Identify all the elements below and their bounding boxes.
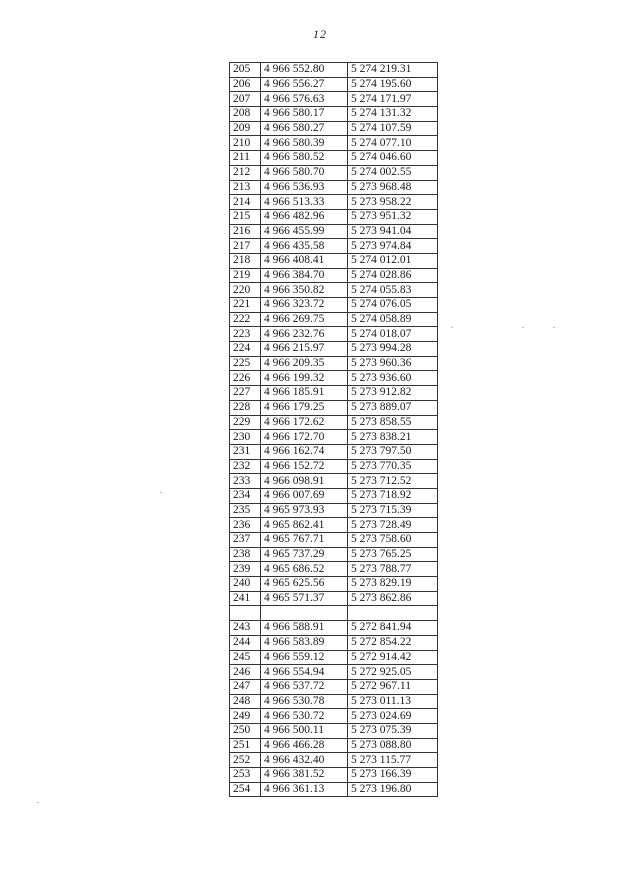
y-coordinate: 5 273 958.22 (348, 195, 438, 210)
table-row (230, 312, 438, 327)
row-number: 208 (230, 107, 261, 122)
x-coordinate: 4 966 323.72 (261, 298, 348, 313)
table-row (230, 180, 438, 195)
y-coordinate: 5 273 765.25 (348, 547, 438, 562)
x-coordinate: 4 966 350.82 (261, 283, 348, 298)
row-number: 215 (230, 209, 261, 224)
x-coordinate: 4 966 580.39 (261, 136, 348, 151)
row-number: 235 (230, 503, 261, 518)
x-coordinate: 4 965 862.41 (261, 518, 348, 533)
x-coordinate: 4 966 552.80 (261, 63, 348, 78)
y-coordinate: 5 273 166.39 (348, 768, 438, 783)
table-row (230, 503, 438, 518)
x-coordinate: 4 966 482.96 (261, 209, 348, 224)
scan-speck (553, 327, 555, 328)
x-coordinate: 4 966 269.75 (261, 312, 348, 327)
row-number: 253 (230, 768, 261, 783)
row-number: 246 (230, 665, 261, 680)
x-coordinate: 4 966 580.52 (261, 151, 348, 166)
table-row (230, 753, 438, 768)
x-coordinate: 4 966 536.93 (261, 180, 348, 195)
x-coordinate: 4 966 559.12 (261, 650, 348, 665)
x-coordinate: 4 966 384.70 (261, 268, 348, 283)
y-coordinate: 5 273 075.39 (348, 723, 438, 738)
y-coordinate: 5 274 028.86 (348, 268, 438, 283)
y-coordinate: 5 273 994.28 (348, 342, 438, 357)
table-row (230, 474, 438, 489)
table-row (230, 400, 438, 415)
y-coordinate: 5 273 951.32 (348, 209, 438, 224)
table-row (230, 121, 438, 136)
scan-speck (160, 492, 162, 493)
row-number: 212 (230, 165, 261, 180)
scan-speck (37, 802, 39, 803)
y-coordinate: 5 273 715.39 (348, 503, 438, 518)
x-coordinate: 4 965 737.29 (261, 547, 348, 562)
table-row (230, 136, 438, 151)
y-coordinate: 5 272 854.22 (348, 635, 438, 650)
x-coordinate: 4 966 408.41 (261, 253, 348, 268)
row-number: 225 (230, 356, 261, 371)
x-coordinate: 4 966 580.27 (261, 121, 348, 136)
table-row (230, 283, 438, 298)
y-coordinate: 5 273 858.55 (348, 415, 438, 430)
y-coordinate: 5 273 728.49 (348, 518, 438, 533)
x-coordinate: 4 966 556.27 (261, 77, 348, 92)
x-coordinate: 4 966 455.99 (261, 224, 348, 239)
y-coordinate: 5 272 914.42 (348, 650, 438, 665)
table-row (230, 562, 438, 577)
y-coordinate: 5 272 841.94 (348, 621, 438, 636)
y-coordinate: 5 273 088.80 (348, 738, 438, 753)
table-row (230, 209, 438, 224)
x-coordinate: 4 966 583.89 (261, 635, 348, 650)
x-coordinate: 4 966 588.91 (261, 621, 348, 636)
row-number: 230 (230, 430, 261, 445)
table-row (230, 415, 438, 430)
x-coordinate: 4 966 162.74 (261, 444, 348, 459)
table-row (230, 195, 438, 210)
row-number: 223 (230, 327, 261, 342)
row-number: 222 (230, 312, 261, 327)
row-number: 228 (230, 400, 261, 415)
table-row (230, 298, 438, 313)
x-coordinate: 4 966 580.17 (261, 107, 348, 122)
x-coordinate: 4 966 537.72 (261, 679, 348, 694)
y-coordinate: 5 272 925.05 (348, 665, 438, 680)
y-coordinate: 5 274 012.01 (348, 253, 438, 268)
table-row (230, 444, 438, 459)
row-number: 229 (230, 415, 261, 430)
x-coordinate: 4 966 530.72 (261, 709, 348, 724)
scan-speck (522, 327, 524, 328)
x-coordinate: 4 966 209.35 (261, 356, 348, 371)
y-coordinate: 5 273 196.80 (348, 782, 438, 797)
table-row (230, 738, 438, 753)
y-coordinate: 5 273 115.77 (348, 753, 438, 768)
table-row (230, 151, 438, 166)
table-row (230, 694, 438, 709)
y-coordinate: 5 273 941.04 (348, 224, 438, 239)
row-number: 247 (230, 679, 261, 694)
row-number: 232 (230, 459, 261, 474)
row-number: 220 (230, 283, 261, 298)
y-coordinate: 5 273 838.21 (348, 430, 438, 445)
row-number: 249 (230, 709, 261, 724)
table-row (230, 577, 438, 592)
x-coordinate: 4 966 466.28 (261, 738, 348, 753)
x-coordinate: 4 966 172.70 (261, 430, 348, 445)
row-number: 234 (230, 488, 261, 503)
row-number: 239 (230, 562, 261, 577)
table-row (230, 650, 438, 665)
x-coordinate: 4 965 973.93 (261, 503, 348, 518)
x-coordinate: 4 966 576.63 (261, 92, 348, 107)
row-number (230, 606, 261, 621)
y-coordinate: 5 273 889.07 (348, 400, 438, 415)
row-number: 213 (230, 180, 261, 195)
x-coordinate: 4 966 435.58 (261, 239, 348, 254)
y-coordinate: 5 273 024.69 (348, 709, 438, 724)
table-row (230, 77, 438, 92)
y-coordinate: 5 273 936.60 (348, 371, 438, 386)
x-coordinate: 4 966 580.70 (261, 165, 348, 180)
y-coordinate: 5 274 107.59 (348, 121, 438, 136)
row-number: 244 (230, 635, 261, 650)
x-coordinate: 4 966 098.91 (261, 474, 348, 489)
y-coordinate: 5 274 131.32 (348, 107, 438, 122)
row-number: 240 (230, 577, 261, 592)
table-row (230, 679, 438, 694)
table-row (230, 356, 438, 371)
row-number: 209 (230, 121, 261, 136)
row-number: 226 (230, 371, 261, 386)
table-row (230, 239, 438, 254)
x-coordinate: 4 966 554.94 (261, 665, 348, 680)
y-coordinate: 5 273 974.84 (348, 239, 438, 254)
table-row (230, 371, 438, 386)
x-coordinate: 4 966 513.33 (261, 195, 348, 210)
row-number: 219 (230, 268, 261, 283)
y-coordinate: 5 273 912.82 (348, 386, 438, 401)
table-row (230, 621, 438, 636)
row-number: 236 (230, 518, 261, 533)
row-number: 216 (230, 224, 261, 239)
x-coordinate: 4 965 571.37 (261, 591, 348, 606)
table-row (230, 342, 438, 357)
table-row (230, 768, 438, 783)
table-row (230, 709, 438, 724)
page-number: 12 (313, 27, 327, 41)
y-coordinate: 5 274 171.97 (348, 92, 438, 107)
row-number: 248 (230, 694, 261, 709)
row-number: 211 (230, 151, 261, 166)
table-row (230, 547, 438, 562)
y-coordinate: 5 274 046.60 (348, 151, 438, 166)
table-row (230, 533, 438, 548)
table-row (230, 606, 438, 621)
x-coordinate: 4 966 185.91 (261, 386, 348, 401)
table-row (230, 63, 438, 78)
coordinates-table (229, 62, 438, 797)
row-number: 238 (230, 547, 261, 562)
table-row (230, 488, 438, 503)
table-row (230, 165, 438, 180)
row-number: 207 (230, 92, 261, 107)
table-row (230, 224, 438, 239)
x-coordinate: 4 965 686.52 (261, 562, 348, 577)
y-coordinate: 5 274 058.89 (348, 312, 438, 327)
table-row (230, 107, 438, 122)
table-row (230, 782, 438, 797)
x-coordinate: 4 965 767.71 (261, 533, 348, 548)
y-coordinate (348, 606, 438, 621)
y-coordinate: 5 273 788.77 (348, 562, 438, 577)
x-coordinate: 4 966 179.25 (261, 400, 348, 415)
row-number: 241 (230, 591, 261, 606)
x-coordinate: 4 966 172.62 (261, 415, 348, 430)
row-number: 243 (230, 621, 261, 636)
y-coordinate: 5 273 968.48 (348, 180, 438, 195)
x-coordinate: 4 966 500.11 (261, 723, 348, 738)
table-row (230, 386, 438, 401)
row-number: 237 (230, 533, 261, 548)
row-number: 254 (230, 782, 261, 797)
x-coordinate: 4 966 199.32 (261, 371, 348, 386)
table-row (230, 459, 438, 474)
x-coordinate: 4 966 381.52 (261, 768, 348, 783)
row-number: 214 (230, 195, 261, 210)
coordinates-table-body (230, 63, 438, 797)
scan-speck (451, 327, 453, 328)
table-row (230, 253, 438, 268)
x-coordinate: 4 966 152.72 (261, 459, 348, 474)
y-coordinate: 5 274 077.10 (348, 136, 438, 151)
y-coordinate: 5 274 076.05 (348, 298, 438, 313)
y-coordinate: 5 274 018.07 (348, 327, 438, 342)
x-coordinate: 4 966 007.69 (261, 488, 348, 503)
y-coordinate: 5 272 967.11 (348, 679, 438, 694)
x-coordinate (261, 606, 348, 621)
row-number: 227 (230, 386, 261, 401)
x-coordinate: 4 966 215.97 (261, 342, 348, 357)
row-number: 210 (230, 136, 261, 151)
row-number: 231 (230, 444, 261, 459)
table-row (230, 723, 438, 738)
table-row (230, 327, 438, 342)
row-number: 245 (230, 650, 261, 665)
row-number: 221 (230, 298, 261, 313)
row-number: 233 (230, 474, 261, 489)
table-row (230, 92, 438, 107)
y-coordinate: 5 273 862.86 (348, 591, 438, 606)
table-row (230, 268, 438, 283)
x-coordinate: 4 966 530.78 (261, 694, 348, 709)
table-row (230, 591, 438, 606)
y-coordinate: 5 273 758.60 (348, 533, 438, 548)
y-coordinate: 5 273 829.19 (348, 577, 438, 592)
y-coordinate: 5 274 002.55 (348, 165, 438, 180)
row-number: 206 (230, 77, 261, 92)
y-coordinate: 5 273 712.52 (348, 474, 438, 489)
y-coordinate: 5 273 797.50 (348, 444, 438, 459)
y-coordinate: 5 274 219.31 (348, 63, 438, 78)
y-coordinate: 5 274 055.83 (348, 283, 438, 298)
row-number: 205 (230, 63, 261, 78)
row-number: 224 (230, 342, 261, 357)
table-row (230, 635, 438, 650)
x-coordinate: 4 966 432.40 (261, 753, 348, 768)
row-number: 217 (230, 239, 261, 254)
row-number: 250 (230, 723, 261, 738)
table-row (230, 518, 438, 533)
table-row (230, 430, 438, 445)
row-number: 218 (230, 253, 261, 268)
y-coordinate: 5 273 960.36 (348, 356, 438, 371)
y-coordinate: 5 273 011.13 (348, 694, 438, 709)
row-number: 251 (230, 738, 261, 753)
x-coordinate: 4 965 625.56 (261, 577, 348, 592)
x-coordinate: 4 966 361.13 (261, 782, 348, 797)
y-coordinate: 5 273 718.92 (348, 488, 438, 503)
y-coordinate: 5 274 195.60 (348, 77, 438, 92)
x-coordinate: 4 966 232.76 (261, 327, 348, 342)
table-row (230, 665, 438, 680)
y-coordinate: 5 273 770.35 (348, 459, 438, 474)
row-number: 252 (230, 753, 261, 768)
